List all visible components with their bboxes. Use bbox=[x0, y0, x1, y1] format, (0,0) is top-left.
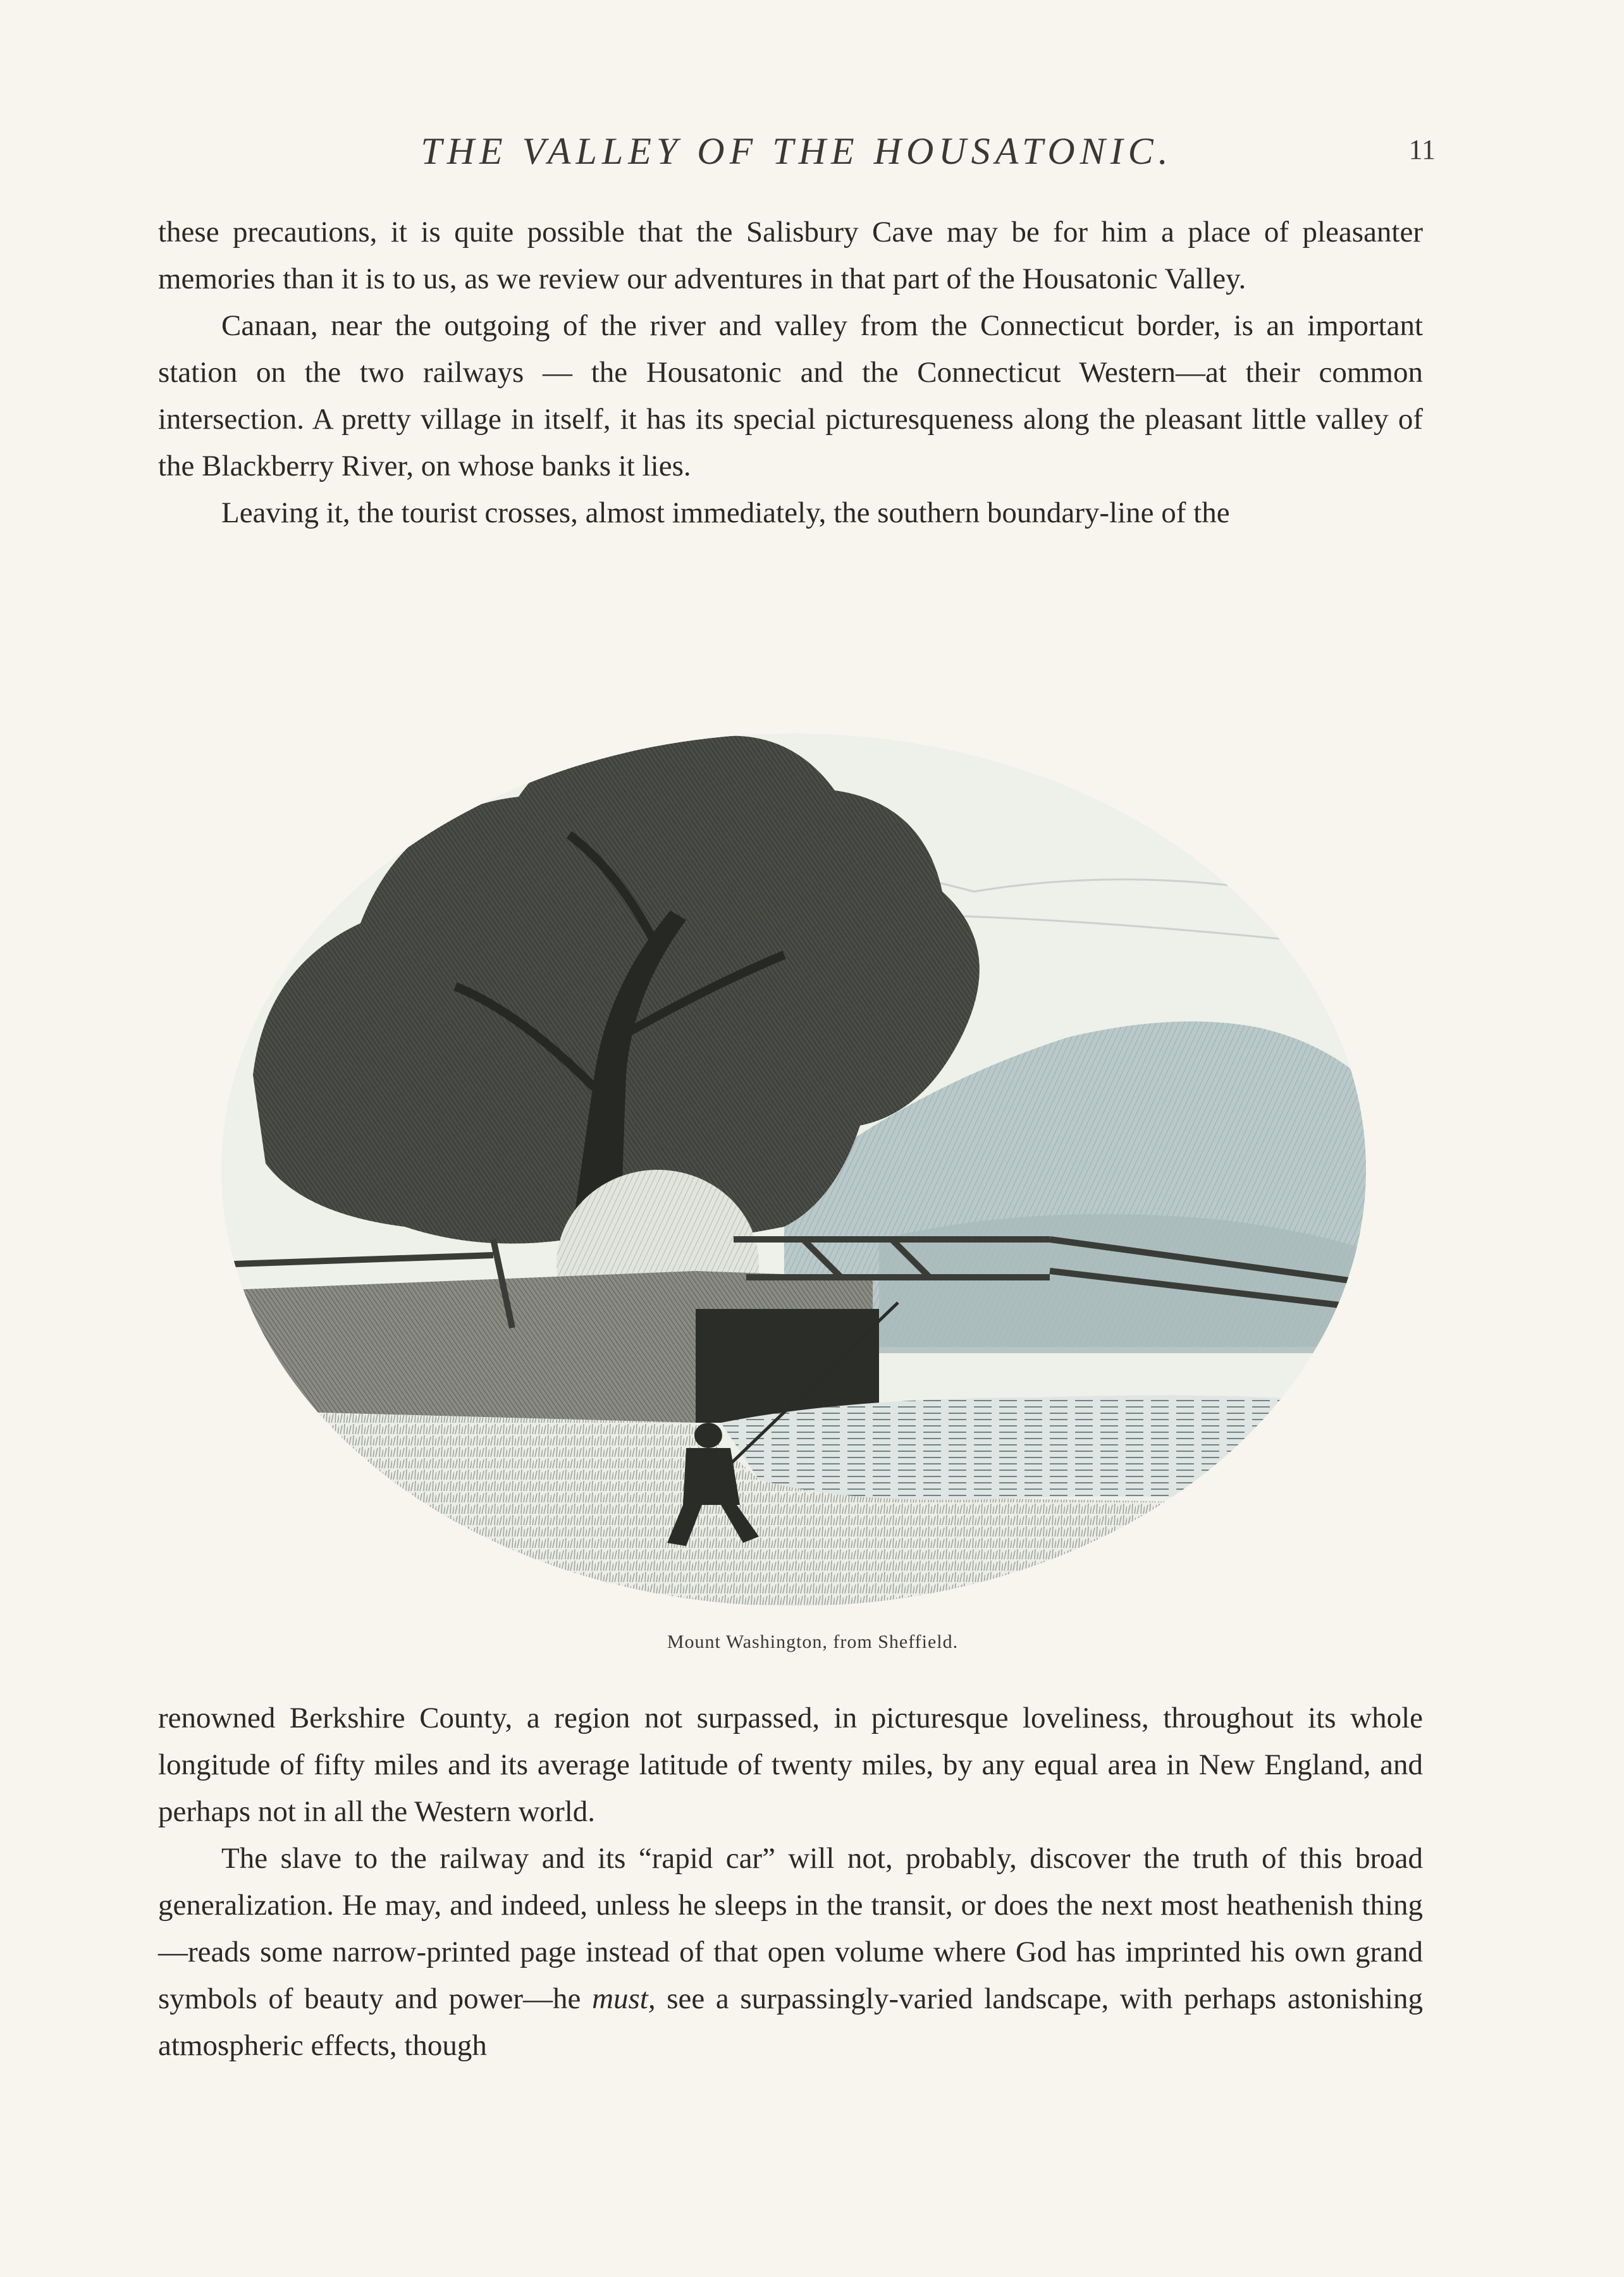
paragraph: these precautions, it is quite possible that the Salisbury Cave may be for him a place of pleasanter memories than it is to us, as we review our adventures in that part of the Housatonic Valley. bbox=[158, 216, 1423, 295]
illustration-caption: Mount Washington, from Sheffield. bbox=[667, 1631, 959, 1652]
distant-hill bbox=[879, 1214, 1372, 1353]
engraving-illustration bbox=[215, 683, 1372, 1631]
paragraph-text: see a surpassingly-varied landscape, with perhaps astonishing atmospheric effects, though bbox=[158, 1982, 1423, 2062]
paragraph: Canaan, near the outgoing of the river and valley from the Connecticut border, is an important station on the two railways — the Housatonic and the Connecticut Western—at their common intersection. A pretty village in itself, it has its special picturesqueness along the pleasant little valley of the Blackberry River, on whose banks it lies. bbox=[158, 309, 1423, 482]
page-number: 11 bbox=[1408, 134, 1436, 165]
paragraph: renowned Berkshire County, a region not surpassed, in picturesque loveliness, throughout its whole longitude of fifty miles and its average latitude of twenty miles, by any equal area in New England, and perhaps not in all the Western world. bbox=[158, 1702, 1423, 1828]
paragraph-text: The slave to the railway and its “rapid car” will not, probably, discover the truth of this broad generalization. He may, and indeed, unless he sleeps in the transit, or does the next most heathenish thing—reads some narrow-printed page instead of that open volume where God has imprinted his own grand symbols of beauty and power—he bbox=[158, 1842, 1423, 2015]
body-text-top bbox=[158, 209, 1423, 536]
paragraph bbox=[158, 1835, 1423, 2069]
paragraph: Leaving it, the tourist crosses, almost immediately, the southern boundary-line of the bbox=[221, 496, 1230, 529]
running-title: THE VALLEY OF THE HOUSATONIC. bbox=[421, 130, 1173, 172]
running-head bbox=[158, 130, 1436, 174]
emphasized-word: must, bbox=[592, 1982, 656, 2015]
body-text-bottom bbox=[158, 1695, 1423, 2069]
